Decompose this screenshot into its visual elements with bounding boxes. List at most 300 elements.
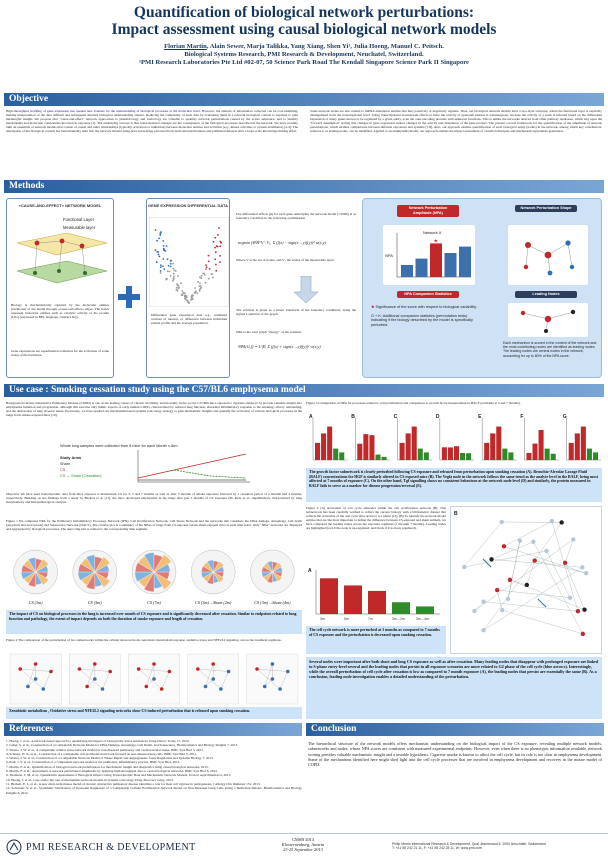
figure4b-edge [492,542,534,559]
volcano-point [158,254,160,256]
objective-left-text: High-throughput profiling of gene expression has opened new avenues for the understanding of biological processes at the molecular level. However, the amount of information collected can be overwhelming, making interpretation of the data difficult and subsequent detailed biological understanding elusive. Reducing the complexity of such data by evaluating them in a relevant biological context is required to gain meaningful insight. We propose that "cause-and-effect" network approaches to pharmacology and toxicology are valuable to quantify network perturbations caused by the active substance, and to identify mechanisms and molecular components involved in exposure [1]. The underlying concept is that transcriptional changes are the consequence of the biological processes described in the network. We have recently built an ensemble of network models that consist of causal and other relationships (typically activation or inhibition) between molecular entities and activities (e.g., kinase activities or protein abundance) [2-4]. The description of the biological context has been manually built into the network models using prior knowledge extracted from both relevant literature and published datasets after a large-scale knowledge mining effort. [6,109,298,134]
figure3-bar [587,449,592,460]
figure3-caption: Figure 3 Computation of NPA for processes related to cell proliferation and comparison to growth factor measurement in BALF (available at 5 and 7 months). [306,401,521,405]
volcano-point [170,263,172,265]
figure2-node [18,667,22,671]
volcano-point [163,268,165,270]
study-design [60,444,260,490]
gene-node [57,269,61,273]
figure4b-node [502,544,506,548]
figure2-node [137,667,141,671]
figure3-bar [490,433,495,460]
leading-nodes-text: Each mechanism is scored in the context of the network and the most contributing nodes are identified as leading nodes. The leading nodes are central nodes in the network, accounting for up to 80% of the NPA score. [503,341,597,358]
volcano-point [215,270,217,272]
volcano-point [200,287,202,289]
figure4b-node [533,558,537,562]
circular-plots [6,544,302,608]
network-model-description: Biology is mechanistically captured by the molecular entities (backbone) of the model through «cause-and-effect» edges. The nodes represent molecular entities such as catalytic activity of the protein (LIG) (expressed in BEL language, catalA(LIG)). [11,303,109,320]
differential-data-description: Differential gene expression data e.g., estimated contrast of interest, or difference between individual patient profile and the average population. [151,313,227,326]
figure3-bar [412,427,417,460]
optimization-formula [238,240,326,245]
functional-layer-plane [17,233,107,255]
shape-node [570,265,574,269]
figure4a-bar [344,585,362,614]
figure2-node [49,670,53,674]
volcano-point [163,245,165,247]
callout-xenobiotic: Xenobiotic metabolism , Oxidative stress and NFE2L2 signaling networks show CS induced perturbation that is released upon smoking cessation. [6,707,302,719]
volcano-point [166,245,168,247]
contact-info [392,842,604,851]
gene-node [33,271,37,275]
contact-address: Philip Morris International Research & Development, Quai Jeanrenaud 5, 2000 Neuchâtel, Switzerland [392,842,546,846]
figure4a-chart [306,566,446,622]
figure1-caption: Figure 1 We computed NPA for the Pulmonary Inflammatory Processes Network (IPN), Cell Proliferation Network, Cell Stress Network and the networks that constitute the DNA damage, Autophagy, Cell death (apoptosis and necroptosis) and Senescence Network (DACS). The circular plot is a summary of the NPAs of lungs from CS-exposed versus sham-exposed mice at each time point. Only "NPA" networks are displayed and aggregated by biological processes. The outer ring plot is related to the corresponding time segment. [6,519,302,532]
volcano-point [160,266,162,268]
figure2-node [286,670,290,674]
figure4b-edge [552,521,578,611]
affiliation-2: ¹PMI Research Laboratories Pte Ltd #02-07, 50 Science Park Road The Kendall Singapore Science Park II Singapore [139,59,469,66]
figure3-bar [400,443,405,460]
reference-item: 1. Hoeng, J. et al., A network-based approach to quantifying the impact of biologically active substances. Drug Discov Today 17, 2012. [6,739,190,743]
shape-node [565,240,570,245]
laplacian-arrow [276,276,336,304]
volcano-point [176,287,178,289]
volcano-point [191,294,193,296]
figure4b-node [550,519,554,523]
circular-plot-label: CS (5m) [87,600,102,605]
figure3-panel-label: B [351,414,355,420]
npa-amplitude-title: Network Perturbation Amplitude (NPA) [397,205,459,217]
author-block [0,43,608,67]
reference-item: 7. Martin, F. et al., Quantification of biological network perturbations for mechanistic insight and diagnostics using causal biological networks. 2013. [6,764,209,769]
figure3-bar [382,457,387,460]
figure3-bar [569,443,574,460]
volcano-point [177,275,179,277]
figure2-panels [6,652,302,706]
pmi-logo-icon [6,839,22,855]
figure4b-edge [484,522,562,630]
volcano-point [170,266,172,268]
figure2-node [271,677,275,681]
figure4a-tick: 5m [344,617,349,621]
figure4b-node [508,578,512,582]
figure3-panel [351,414,389,460]
figure2-node [85,685,89,689]
poster-title [0,0,608,38]
poster-footer [0,833,608,860]
objective-right-text: Some network nodes are also related to mRNA abundance entities that they positively or negatively regulate. Thus, our biological network models have a two-layer structure, where the functional layer is explicitly distinguished from the transcriptional level. Using transcriptional downstream effects to infer the activity of upstream entities is advantageous, because the activity of a node is inferred based on the differential expression of many genes known to be regulated by a given entity, even the ones encoding proteins with unknown functions. This is unlike the networks derived from other pathway databases, which rely upon the "forward assumption" stating that changes in gene expression induce changes in the activity and abundance of the gene product. The present a novel framework for the quantification of the amplitude of network perturbations, which enables comparisons between different exposures and systems [7-8]. Also, our approach enables quantification of each biological entity (nodes) in the network, among which key contributors, referred to as leading nodes, can be identified. Applied to an emphysema model, our approach enables the impact assessment of cessation therapies and mechanistic hypothesis generation. [310,109,602,134]
functional-layer-label: Functional Layer [63,217,94,222]
backbone-node [35,241,40,246]
figure4b-edge [508,541,520,599]
figure4b-node [559,520,563,524]
volcano-point [173,273,175,275]
figure3-bar [369,435,374,460]
figure2-graph [69,654,120,704]
volcano-point [219,261,221,263]
callout-cell-cycle: The cell cycle network is more perturbed at 3 months as compared to 7 months of CS exposure and the perturbation is decreased upon smoking cessation. [306,626,446,654]
volcano-point [206,266,208,268]
figure4a-tick: 3m [320,617,325,621]
figure3-panels [306,412,602,466]
figure4a-tick: 7m [368,617,373,621]
reference-item: 6. Park, J. S. et al., Construction of a computable network model of the pulmonary inflammatory process. BMC Syst Biol, 2013. [6,760,181,765]
volcano-point [199,276,201,278]
leading-nodes-title: Leading Nodes [515,291,577,298]
volcano-point [168,265,170,267]
volcano-point [173,268,175,270]
figure3-bar [466,453,471,460]
npa-results-panel [362,198,602,378]
author-list [0,43,608,51]
figure4a-bar [368,591,386,614]
volcano-point [215,264,217,266]
figure2-node [255,667,259,671]
volcano-point [187,301,189,303]
volcano-point [199,289,201,291]
reference-item: 10. Hoeng, J. et al., Case study: the role of mechanistic network models in systems toxicology. Drug discovery today, 2013. [6,777,174,782]
figure3-bar [327,427,332,460]
reference-item: 5. Westra, J. W. et al., Construction of a Computable Network Model of Tissue Repair and Angiogenesis. Gene Regulation and Systems Biology 7, 2013. [6,756,214,761]
npa-shape-network [508,225,588,285]
circular-plot-label: CS (3m)→Sham (2m) [195,600,232,605]
figure3-panel [394,414,432,460]
figure4b-node [525,583,529,587]
volcano-point [217,234,219,236]
formula-glyph: argmin f∈ℝ^V \ V₀ Σ (f(x) − sign(x→y)f(y))² w(x,y) [238,240,326,245]
volcano-point [184,293,186,295]
volcano-point [181,290,183,292]
figure2-node [152,662,156,666]
figure4b-edge [547,551,571,598]
formula-panel [236,198,360,378]
study-timeline [134,446,254,488]
figure3-bar [508,452,513,460]
volcano-point [181,294,183,296]
volcano-point [217,246,219,248]
figure4b-edge [484,567,583,630]
volcano-point [191,299,193,301]
npa-bar [401,265,413,277]
figure3-bar [460,453,465,460]
volcano-point [173,276,175,278]
figure3-panel [520,414,558,460]
figure3-bar [448,447,453,460]
figure2-graph [10,654,61,704]
section-conclusion: Conclusion [306,723,604,736]
figure3-panel-label: G [562,414,567,420]
figure4b-node [571,537,575,541]
figure2-node [160,687,164,691]
figure4a-tick: 3m→4m [416,617,429,621]
figure4b-node [472,609,476,613]
figure2-node [211,662,215,666]
network-x-label: Network X [423,230,442,235]
figure3-bar [526,453,531,460]
volcano-point [177,285,179,287]
volcano-point [214,247,216,249]
volcano-point [177,290,179,292]
figure3-panel-label: A [309,414,313,420]
volcano-point [155,229,157,231]
usecase-objective: Objective We have used transcriptomic data from mice exposed to mainstream CS for 3, 5 and 7 months as well as after 3 months of smoke exposure followed by a cessation period of 2 months and 4 months, respectively. Building on the findings from a study by Beckett et al. [11], the mice developed emphysema in the lungs after just 3 months of CS exposure (M. Peck et al., unpublished), characterized by lung morphometry and histopathological analysis. [6,492,302,505]
volcano-point [165,279,167,281]
figure3-bar [454,446,459,460]
volcano-point [160,231,162,233]
figure4b-edge [565,563,584,610]
figure2-graph [188,654,239,704]
volcano-point [209,268,211,270]
figure2-caption: Figure 2 The comparison of the perturbation of two subnetworks within the cellular stress network, xenobiotic metabolism response oxidative stress and NFE2L2 signaling, across the treatment regimens. [6,638,282,642]
volcano-point [170,275,172,277]
volcano-point [212,277,214,279]
npa-bar [416,259,428,277]
reference-item: 3. Westra, J. W. et al., A computable cellular stress network model for non-diseased pulmonary and cardiovascular tissue. BMC Syst Biol 5, 2011. [6,747,204,752]
figure3-panel-label: E [478,414,482,420]
volcano-point [194,287,196,289]
figure4b-node [580,565,584,569]
figure3-bar [502,449,507,460]
figure4a-bar [392,602,410,614]
significance-text [371,305,481,310]
figure4b-node [581,632,585,636]
volcano-point [170,260,172,262]
figure2-node [168,670,172,674]
figure4b-network [450,506,602,654]
conclusion-text: The hierarchical structure of the network models offers mechanistic understanding on the biological impact of the CS exposure, revealing multiple network models, subnetworks and nodes, whose NPA scores are consistent with measured experimental endpoints. However, even when there is no phenotypic information available, network scoring provides valuable mechanistic insight and a testable hypothesis. Cigarette smoke is known to affect the cell cycle, but its role is not clear in emphysema development. Some of the mechanisms identified here might shed light into the cell cycle processes that are involved in emphysema development and recovery in the mouse model of COPD. [308,741,602,768]
formula-intro: Use differential effects (β) for each gene underlying the network model (>5000), β as boundary condition in the following optimization [236,212,356,221]
figure3-panel [478,414,516,460]
circular-plot [191,550,235,594]
npa-stats-title: NPA Companion Statistics [397,291,459,298]
figure2-node [145,685,149,689]
figure4b-node [500,520,504,524]
volcano-point [218,227,220,229]
figure4b-edge [565,539,573,562]
reference-item: 12. Selvarani, V. et al., Systematic Verification of Upstream Regulators of a Computable Cellular Proliferation Network Model on Non-Diseased Lung Cells Using a Dedicated Dataset. Bioinformatics and Biology Insights 6, 2012. [6,786,302,795]
volcano-point [169,271,171,273]
contact-phone: T: +41 58 242 21 11, F: +41 58 242 28 11, W: www.pmi.com [392,846,482,851]
volcano-point [208,278,210,280]
cessation-line [174,470,246,478]
volcano-point [167,258,169,260]
section-methods: Methods [4,180,604,193]
section-references: References [4,723,302,736]
figure4a-tick: 3m→2m [392,617,405,621]
figure3-bar [406,433,411,460]
volcano-point [197,281,199,283]
significance-label: Significance of the score with respect to biological variability. [375,305,477,309]
figure2-node [204,685,208,689]
figure3-bar [593,452,598,460]
volcano-point [180,282,182,284]
volcano-point [195,291,197,293]
reference-item: 11. Beckett, E. L. et al., A new short-term mouse model of chronic obstructive pulmonary disease identifies a role for mast cell tryptase in pathogenesis. J Allergy Clin Immunol 131, 2013. [6,781,261,786]
figure4b-node [495,588,499,592]
star-icon: ★ [371,305,375,309]
figure4b-node [584,571,588,575]
volcano-point [208,261,210,263]
gene-expression-panel [146,198,230,378]
figure2-node [271,662,275,666]
volcano-point [219,245,221,247]
reference-item: 2. Gebel, S. et al., Construction of a Computable Network Model for DNA Damage, Autophagy, Cell Death, and Senescence. Bioinformatics and Biology Insights 7, 2013. [6,743,239,748]
volcano-point [160,270,162,272]
conference-location: Klosterneuburg, Austria [281,842,325,848]
figure4b-edge [474,539,573,610]
figure4b-node [531,540,535,544]
gene-node [83,271,87,275]
backbone-node [80,244,85,249]
volcano-point [157,251,159,253]
volcano-point [214,259,216,261]
npa-shape-title: Network Perturbation Shape [515,205,577,212]
figure4a-bar [416,606,434,614]
figure3-panel-label: C [393,414,398,420]
npa-bar-chart [383,225,475,285]
figure4b-edge [502,610,583,634]
leading-nodes-comparison [451,507,601,653]
reference-item: 8. Martin, F. et al., Assessment of network perturbation amplitudes by applying high-throughput data to causal biological networks. BMC Syst Biol 6, 2012. [6,769,218,774]
circular-plot-label: CS (3m) [28,600,43,605]
figure3-panel [309,414,347,460]
volcano-point [160,272,162,274]
volcano-point [155,249,157,251]
gene-expression-title: GENE EXPRESSION DIFFERENTIAL DATA [147,203,228,208]
volcano-point [159,234,161,236]
figure2-node [227,670,231,674]
cs-line [138,454,246,478]
shape-node [548,271,553,276]
shape-node [524,265,528,269]
figure4b-node [489,557,493,561]
figure3-panel [436,414,474,460]
volcano-point [203,273,205,275]
figure3-bar [484,443,489,460]
figure3-bar [418,449,423,460]
circular-plot-row [6,544,302,600]
volcano-point [205,268,207,270]
figure4b-node [568,595,572,599]
volcano-point [156,240,158,242]
figure4b-node [563,561,567,565]
volcano-point [211,273,213,275]
reference-item: 9. Thomson, T. M. et al., Quantitative Assessment of Biological Impact Using Transcriptomic Data and Mechanistic Network Models. Toxicol Appl Pharmacol, 2013. [6,773,232,778]
figure2-node [26,685,30,689]
figure4-caption: Figure 4 (A) Activation of cell cycle subnodel within the cell proliferation network (B). This subnetwork has been carefully verified to reflect the current biology with a bibliometric dataset that reflects the activation of the cell cycle after arrest to G1 phase [12]. (B) To identify the network model entities that are the most important to define the difference between CS-exposed and sham animals, we have compared the leading nodes across the exposure regimens (1 through 7 months). Leading nodes are highlighted (red if the node is up-regulated, and black if it is down regulated). [306,506,446,531]
circular-plot-labels [6,600,302,608]
figure4b-edge [497,590,502,610]
circular-plot [250,550,294,594]
leading-node [521,311,525,315]
section-objective: Objective [4,93,604,106]
conference-info [258,837,348,853]
volcano-point [162,258,164,260]
figure2-node [152,677,156,681]
volcano-point [162,240,164,242]
conference-name: CMSB 2013 [291,837,315,842]
figure2-graph [247,654,298,704]
volcano-point [197,292,199,294]
volcano-point [163,249,165,251]
volcano-point [162,266,164,268]
figure4b-edge [464,522,502,567]
shape-node [545,252,552,259]
figure2-node [278,687,282,691]
figure4b-node [518,538,522,542]
affiliation-1: Biological Systems Research, PMI Research & Development, Neuchatel, Switzerland. [184,51,424,58]
volcano-point [208,255,210,257]
figure2-node [101,687,105,691]
volcano-point [199,282,201,284]
figure3-bar [442,447,447,460]
figure2-node [93,662,97,666]
figure4b-node [582,607,586,611]
volcano-point [185,297,187,299]
poster-header [0,0,608,86]
formula-solution: The solution is given as a linear transform of the boundary conditions, using the signed Laplacian of the graph. [236,308,356,317]
figure3-bar [339,452,344,460]
circular-plot [14,550,58,594]
figure2-node [196,667,200,671]
section-usecase: Use case : Smoking cessation study using the C57/BL6 emphysema model [4,384,604,397]
volcano-point [205,264,207,266]
figure2-node [108,670,112,674]
leading-node [571,310,575,314]
other-authors: , Alain Sewer, Marja Talikka, Yang Xiang, Shen Yi¹, Julia Hoeng, Manuel C. Peitsch. [206,43,444,50]
figure2-node [219,687,223,691]
figure3-bar-charts [306,412,602,466]
figure2-node [34,677,38,681]
formula-glyph: NPA(G,f) = 1/|E| Σ (f(x) + sign(x→y)f(y))² w(x,y) [238,344,321,349]
volcano-point [156,261,158,263]
figure3-bar [315,443,320,460]
volcano-point [201,275,203,277]
figure4b-edge [504,521,552,546]
figure4b-node [481,599,485,603]
figure4b-node [462,565,466,569]
measurable-layer-plane [17,261,107,283]
figure3-bar [321,433,326,460]
conference-dates: 23-25 September 2013 [283,847,323,853]
figure3-panel-label: F [520,414,524,420]
volcano-point [204,274,206,276]
figure3-bar [532,444,537,460]
study-note: Whole lung samples were collected from 8 mice for each Month x Arm [60,444,178,448]
first-author: Florian Martin [164,43,207,50]
figure4b-edge [484,602,578,612]
circular-plot [132,550,176,594]
figure3-panel-label: D [435,414,440,420]
volcano-point [220,241,222,243]
measurable-layer-label: Measurable layer [63,225,96,230]
shape-node [525,242,531,248]
arm-sham: Sham [60,462,70,466]
blue-arrow-icon [538,599,546,607]
figure3-bar [424,452,429,460]
plus-icon [118,286,140,308]
leading-node [545,316,551,322]
reference-list [6,739,302,831]
arm-cessation: CS → Sham (Cessation) [60,474,102,478]
volcano-point [199,285,201,287]
figure4b-node [506,597,510,601]
figure4b-label: B [454,511,458,517]
volcano-point [167,270,169,272]
circular-plot-label: CS (3m)→Sham (4m) [254,600,291,605]
volcano-point [214,237,216,239]
figure4b-node [544,549,548,553]
